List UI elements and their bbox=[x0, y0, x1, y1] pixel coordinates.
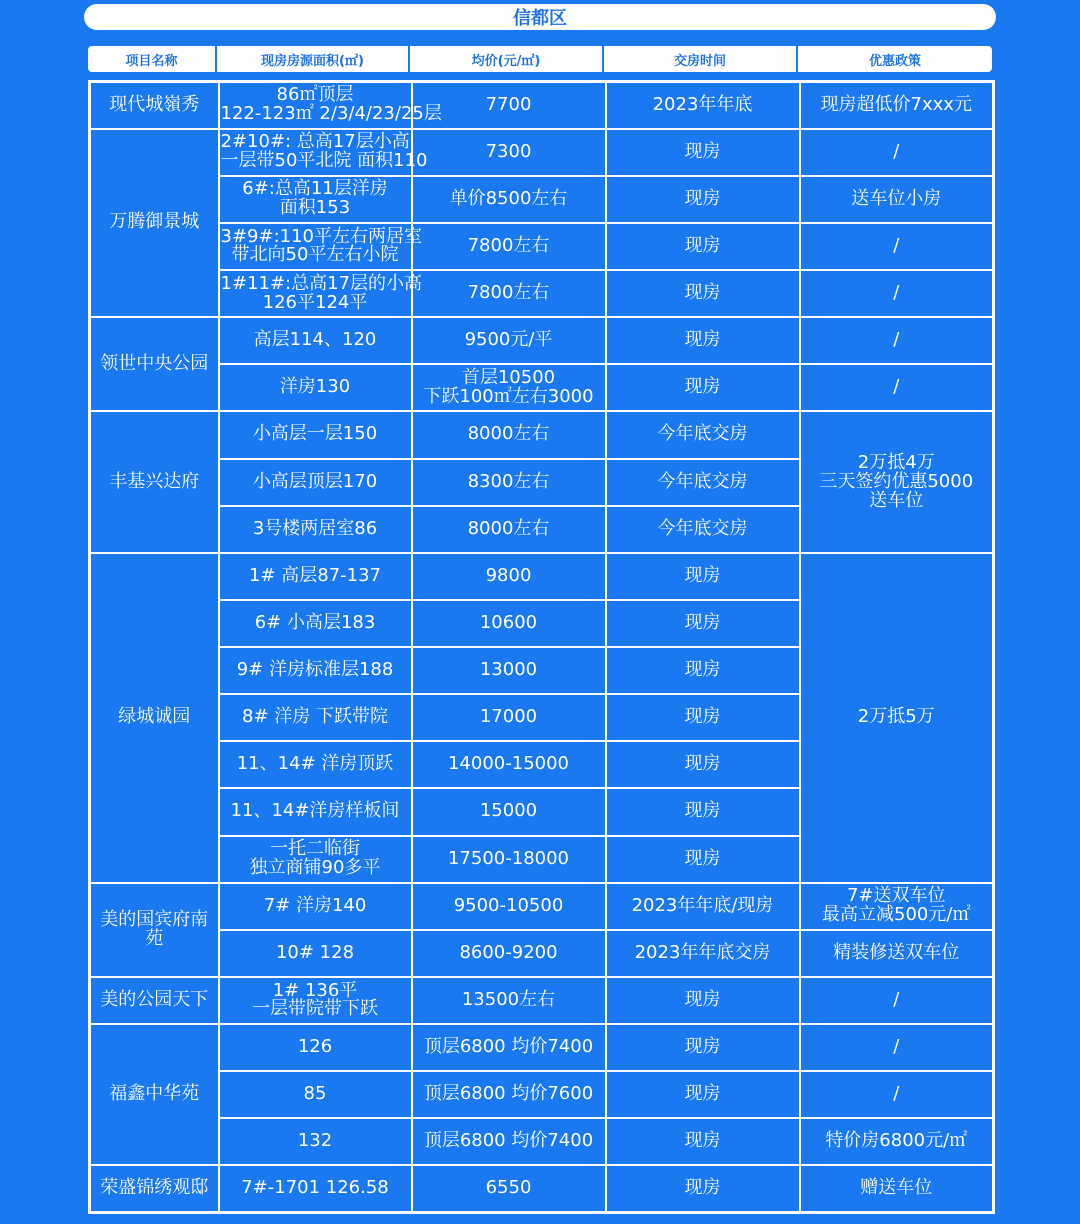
cell-line: 带北向50平左右小院 bbox=[231, 244, 399, 266]
cell-line: 6550 bbox=[485, 1177, 532, 1199]
area-cell bbox=[219, 977, 412, 1024]
policy-cell: 精装修送双车位 bbox=[800, 930, 994, 977]
cell-line: 10600 bbox=[479, 611, 538, 633]
delivery-cell: 现房 bbox=[606, 1024, 800, 1071]
cell-line: 一层带院带下跃 bbox=[252, 998, 378, 1020]
area-cell bbox=[219, 883, 412, 930]
area-cell bbox=[219, 1165, 412, 1212]
cell-line: 高层114、120 bbox=[253, 329, 377, 351]
delivery-cell: 现房 bbox=[606, 788, 800, 835]
cell-line: 9500元/平 bbox=[464, 329, 553, 351]
price-cell bbox=[412, 1071, 606, 1118]
policy-cell: 赠送车位 bbox=[800, 1165, 994, 1212]
table-row bbox=[90, 1118, 994, 1165]
delivery-cell: 现房 bbox=[606, 1071, 800, 1118]
price-cell bbox=[412, 411, 606, 458]
cell-line: 9# 洋房标准层188 bbox=[236, 659, 394, 681]
project-name-cell: 荣盛锦绣观邸 bbox=[90, 1165, 219, 1212]
area-cell bbox=[219, 694, 412, 741]
cell-line: 7700 bbox=[485, 93, 532, 115]
cell-line: 7#-1701 126.58 bbox=[241, 1177, 389, 1199]
table-row bbox=[90, 82, 994, 129]
table-row bbox=[90, 553, 994, 600]
policy-cell: 送车位小房 bbox=[800, 176, 994, 223]
area-cell bbox=[219, 364, 412, 411]
policy-cell: / bbox=[800, 977, 994, 1024]
cell-line: 17500-18000 bbox=[447, 847, 570, 869]
cell-line: 2#10#: 总高17层小高 bbox=[220, 131, 410, 153]
area-cell bbox=[219, 317, 412, 364]
cell-line: 顶层6800 均价7400 bbox=[423, 1130, 594, 1152]
area-cell bbox=[219, 82, 442, 129]
cell-line: 送车位 bbox=[869, 489, 924, 511]
cell-line: 13500左右 bbox=[461, 988, 556, 1010]
price-cell bbox=[412, 930, 606, 977]
area-cell bbox=[219, 1071, 412, 1118]
cell-line: 15000 bbox=[479, 800, 538, 822]
table-row bbox=[90, 1024, 994, 1071]
area-cell bbox=[219, 836, 412, 883]
policy-cell: 2万抵5万 bbox=[800, 553, 994, 883]
project-name-cell: 丰基兴达府 bbox=[90, 411, 219, 552]
price-cell bbox=[412, 788, 606, 835]
policy-cell: / bbox=[800, 270, 994, 317]
policy-cell: / bbox=[800, 223, 994, 270]
table-header bbox=[88, 46, 992, 72]
cell-line: 一层带50平北院 面积110 bbox=[220, 150, 428, 172]
cell-line: 126平124平 bbox=[262, 291, 368, 313]
area-cell bbox=[219, 176, 412, 223]
price-cell bbox=[412, 600, 606, 647]
table-row bbox=[90, 223, 994, 270]
delivery-cell: 现房 bbox=[606, 1118, 800, 1165]
cell-line: 132 bbox=[297, 1130, 333, 1152]
cell-line: 8300左右 bbox=[467, 470, 550, 492]
project-name-cell: 美的国宾府南苑 bbox=[90, 883, 219, 977]
area-cell bbox=[219, 553, 412, 600]
price-cell bbox=[412, 176, 606, 223]
price-cell bbox=[412, 1118, 606, 1165]
table-row bbox=[90, 317, 994, 364]
cell-line: 小高层顶层170 bbox=[252, 470, 378, 492]
cell-line: 7800左右 bbox=[467, 234, 550, 256]
cell-line: 126 bbox=[297, 1036, 333, 1058]
cell-line: 面积153 bbox=[279, 197, 351, 219]
project-name-cell: 领世中央公园 bbox=[90, 317, 219, 411]
delivery-cell: 现房 bbox=[606, 270, 800, 317]
policy-cell: / bbox=[800, 1071, 994, 1118]
policy-cell: / bbox=[800, 129, 994, 176]
cell-line: 1# 高层87-137 bbox=[248, 564, 381, 586]
delivery-cell: 现房 bbox=[606, 176, 800, 223]
price-cell bbox=[412, 836, 606, 883]
cell-line: 小高层一层150 bbox=[252, 423, 378, 445]
price-cell bbox=[412, 364, 606, 411]
cell-line: 顶层6800 均价7400 bbox=[423, 1036, 594, 1058]
policy-cell: 特价房6800元/㎡ bbox=[800, 1118, 994, 1165]
table-row bbox=[90, 977, 994, 1024]
price-cell bbox=[412, 270, 606, 317]
district-title: 信都区 bbox=[513, 8, 567, 29]
delivery-cell: 现房 bbox=[606, 1165, 800, 1212]
area-cell bbox=[219, 788, 412, 835]
policy-cell: / bbox=[800, 364, 994, 411]
district-title-bar bbox=[84, 4, 996, 30]
table-row bbox=[90, 176, 994, 223]
table-row bbox=[90, 883, 994, 930]
policy-cell bbox=[800, 883, 994, 930]
table-row bbox=[90, 129, 994, 176]
policy-cell bbox=[800, 411, 994, 552]
project-name-cell: 绿城诚园 bbox=[90, 553, 219, 883]
cell-line: 7# 洋房140 bbox=[263, 894, 367, 916]
price-cell bbox=[412, 317, 606, 364]
table-row bbox=[90, 411, 994, 458]
delivery-cell: 现房 bbox=[606, 129, 800, 176]
price-table bbox=[88, 80, 995, 1214]
delivery-cell: 今年底交房 bbox=[606, 411, 800, 458]
cell-line: 85 bbox=[303, 1083, 327, 1105]
delivery-cell: 现房 bbox=[606, 600, 800, 647]
delivery-cell: 现房 bbox=[606, 977, 800, 1024]
cell-line: 3#9#:110平左右两居室 bbox=[220, 225, 422, 247]
delivery-cell: 现房 bbox=[606, 364, 800, 411]
project-name-cell: 美的公园天下 bbox=[90, 977, 219, 1024]
cell-line: 14000-15000 bbox=[447, 753, 570, 775]
cell-line: 86㎡顶层 bbox=[276, 84, 354, 106]
cell-line: 1# 136平 bbox=[272, 979, 358, 1001]
delivery-cell: 2023年年底/现房 bbox=[606, 883, 800, 930]
area-cell bbox=[219, 223, 422, 270]
cell-line: 6#:总高11层洋房 bbox=[242, 178, 388, 200]
price-cell bbox=[412, 553, 606, 600]
header-project-name: 项目名称 bbox=[88, 46, 217, 72]
area-cell bbox=[219, 600, 412, 647]
cell-line: 一托二临街 bbox=[270, 838, 360, 860]
price-cell bbox=[412, 1024, 606, 1071]
cell-line: 7#送双车位 bbox=[846, 885, 946, 907]
price-cell bbox=[412, 223, 606, 270]
delivery-cell: 现房 bbox=[606, 647, 800, 694]
cell-line: 9800 bbox=[485, 564, 532, 586]
price-cell bbox=[412, 883, 606, 930]
cell-line: 10# 128 bbox=[275, 941, 355, 963]
cell-line: 下跃100㎡左右3000 bbox=[423, 385, 594, 407]
price-cell bbox=[412, 647, 606, 694]
price-cell bbox=[412, 977, 606, 1024]
cell-line: 13000 bbox=[479, 659, 538, 681]
delivery-cell: 2023年年底交房 bbox=[606, 930, 800, 977]
cell-line: 独立商铺90多平 bbox=[249, 857, 381, 879]
delivery-cell: 今年底交房 bbox=[606, 459, 800, 506]
table-row bbox=[90, 270, 994, 317]
area-cell bbox=[219, 129, 428, 176]
cell-line: 7300 bbox=[485, 140, 532, 162]
project-name-cell: 现代城嶺秀 bbox=[90, 82, 219, 129]
table-row bbox=[90, 1165, 994, 1212]
delivery-cell: 现房 bbox=[606, 223, 800, 270]
cell-line: 8600-9200 bbox=[459, 941, 558, 963]
project-name-cell: 万腾御景城 bbox=[90, 129, 219, 318]
cell-line: 8000左右 bbox=[467, 423, 550, 445]
cell-line: 首层10500 bbox=[461, 366, 556, 388]
cell-line: 3号楼两居室86 bbox=[252, 517, 378, 539]
price-cell bbox=[412, 694, 606, 741]
area-cell bbox=[219, 1024, 412, 1071]
header-avg-price: 均价(元/㎡) bbox=[410, 46, 604, 72]
area-cell bbox=[219, 647, 412, 694]
price-table-body bbox=[90, 82, 994, 1213]
cell-line: 8# 洋房 下跃带院 bbox=[242, 706, 388, 728]
cell-line: 11、14# 洋房顶跃 bbox=[236, 753, 394, 775]
price-cell bbox=[412, 129, 606, 176]
delivery-cell: 现房 bbox=[606, 553, 800, 600]
delivery-cell: 现房 bbox=[606, 694, 800, 741]
area-cell bbox=[219, 1118, 412, 1165]
table-row bbox=[90, 930, 994, 977]
header-area: 现房房源面积(㎡) bbox=[217, 46, 410, 72]
cell-line: 122-123㎡ 2/3/4/23/25层 bbox=[220, 103, 442, 125]
project-name-cell: 福鑫中华苑 bbox=[90, 1024, 219, 1165]
area-cell bbox=[219, 930, 412, 977]
cell-line: 洋房130 bbox=[279, 376, 351, 398]
area-cell bbox=[219, 459, 412, 506]
delivery-cell: 2023年年底 bbox=[606, 82, 800, 129]
delivery-cell: 现房 bbox=[606, 317, 800, 364]
table-row bbox=[90, 364, 994, 411]
cell-line: 最高立减500元/㎡ bbox=[822, 904, 971, 926]
price-cell bbox=[412, 459, 606, 506]
area-cell bbox=[219, 270, 422, 317]
policy-cell: 现房超低价7xxx元 bbox=[800, 82, 994, 129]
price-cell bbox=[412, 1165, 606, 1212]
cell-line: 7800左右 bbox=[467, 282, 550, 304]
cell-line: 三天签约优惠5000 bbox=[819, 470, 974, 492]
cell-line: 1#11#:总高17层的小高 bbox=[220, 272, 422, 294]
delivery-cell: 今年底交房 bbox=[606, 506, 800, 553]
cell-line: 顶层6800 均价7600 bbox=[423, 1083, 594, 1105]
delivery-cell: 现房 bbox=[606, 741, 800, 788]
price-cell bbox=[412, 741, 606, 788]
cell-line: 2万抵4万 bbox=[857, 451, 935, 473]
header-delivery-time: 交房时间 bbox=[604, 46, 798, 72]
table-row bbox=[90, 1071, 994, 1118]
policy-cell: / bbox=[800, 1024, 994, 1071]
area-cell bbox=[219, 411, 412, 458]
cell-line: 11、14#洋房样板间 bbox=[230, 800, 400, 822]
cell-line: 17000 bbox=[479, 706, 538, 728]
policy-cell: / bbox=[800, 317, 994, 364]
price-cell bbox=[412, 506, 606, 553]
header-policy: 优惠政策 bbox=[868, 53, 921, 69]
cell-line: 6# 小高层183 bbox=[254, 611, 376, 633]
area-cell bbox=[219, 741, 412, 788]
area-cell bbox=[219, 506, 412, 553]
cell-line: 8000左右 bbox=[467, 517, 550, 539]
cell-line: 9500-10500 bbox=[453, 894, 564, 916]
delivery-cell: 现房 bbox=[606, 836, 800, 883]
cell-line: 单价8500左右 bbox=[449, 187, 568, 209]
